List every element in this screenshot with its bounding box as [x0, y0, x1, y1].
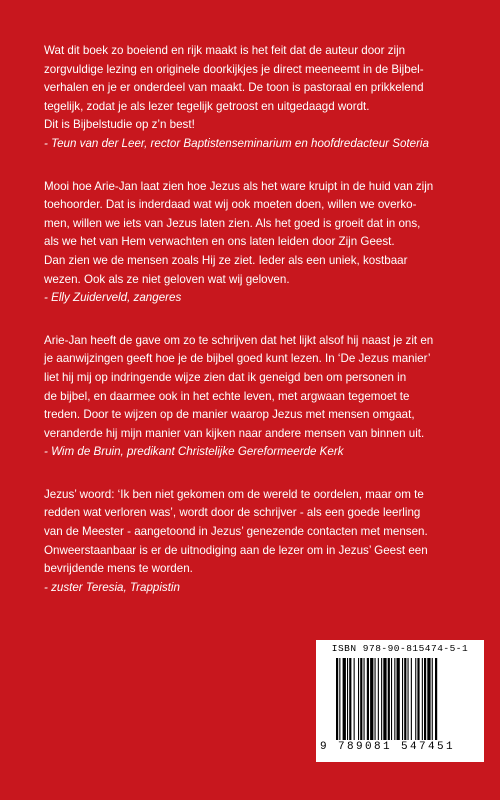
quote-line: de bijbel, en daarmee ook in het echte leven, met argwaan tegemoet te	[44, 389, 410, 403]
barcode-stripe	[381, 658, 382, 740]
quote-line: liet hij mij op indringende wijze zien dat ik geneigd ben om personen in	[44, 370, 407, 384]
barcode-stripe	[364, 658, 365, 740]
quote-attribution: - Wim de Bruin, predikant Christelijke Gereformeerde Kerk	[44, 445, 344, 459]
quote-line: verhalen en je er onderdeel van maakt. De toon is pastoraal en prikkelend	[44, 81, 424, 95]
quote-line: Wat dit boek zo boeiend en rijk maakt is het feit dat de auteur door zijn	[44, 44, 406, 57]
barcode-stripe	[432, 658, 433, 740]
barcode-stripe	[370, 658, 373, 740]
quote-line: toehoorder. Dat is inderdaad wat wij ook moeten doen, willen we overko-	[44, 198, 417, 212]
quote-line: treden. Door te wijzen op de manier waarop Jezus met mensen omgaat,	[44, 408, 415, 422]
barcode-stripe	[417, 658, 419, 740]
barcode-stripe	[427, 658, 430, 740]
quote-line: Mooi hoe Arie-Jan laat zien hoe Jezus als het ware kruipt in de huid van zijn	[44, 179, 434, 193]
barcode-bars	[334, 658, 474, 740]
quote-line: veranderde hij mijn manier van kijken naar andere mensen van binnen uit.	[44, 426, 425, 440]
quote-2	[44, 178, 464, 308]
barcode-stripe	[347, 658, 348, 740]
barcode-stripe	[391, 658, 392, 740]
barcode-digits: 9 789081 547451	[320, 741, 456, 753]
barcode-stripe	[422, 658, 423, 740]
isbn-barcode	[316, 640, 484, 762]
barcode-stripe	[378, 658, 379, 740]
barcode-stripe	[415, 658, 416, 740]
barcode-stripe	[339, 658, 340, 740]
isbn-label: ISBN 978-90-815474-5-1	[331, 643, 469, 654]
barcode-stripe	[388, 658, 390, 740]
barcode-stripe	[397, 658, 400, 740]
quote-line: wezen. Ook als ze niet geloven wat wij geloven.	[44, 272, 290, 286]
barcode-stripe	[354, 658, 355, 740]
quote-line: als we het van Hem verwachten en ons laten leiden door Zijn Geest.	[44, 235, 395, 249]
barcode-stripe	[424, 658, 426, 740]
barcode-stripe	[411, 658, 412, 740]
barcode-stripe	[402, 658, 403, 740]
quote-attribution: - Elly Zuiderveld, zangeres	[44, 291, 182, 305]
barcode-stripe	[375, 658, 376, 740]
quote-line: Jezus’ woord: ‘Ik ben niet gekomen om de wereld te oordelen, maar om te	[44, 487, 424, 501]
barcode-stripe	[349, 658, 351, 740]
quote-line: tegelijk, zodat je als lezer tegelijk getroost en uitgedaagd wordt.	[44, 99, 370, 113]
barcode-stripe	[394, 658, 395, 740]
quote-line: Dit is Bijbelstudie op z’n best!	[44, 118, 195, 132]
quote-line: Onweerstaanbaar is er de uitnodiging aan de lezer om in Jezus’ Geest een	[44, 543, 428, 557]
quote-line: redden wat verloren was’, wordt door de schrijver - als een goede leerling	[44, 506, 421, 520]
blurbs	[44, 42, 464, 621]
quote-line: Dan zien we de mensen zoals Hij ze ziet. Ieder als een uniek, kostbaar	[44, 253, 408, 267]
quote-line: Arie-Jan heeft de gave om zo te schrijven dat het lijkt alsof hij naast je zit en	[44, 333, 434, 347]
quote-line: je aanwijzingen geeft hoe je de bijbel goed kunt lezen. In ‘De Jezus manier’	[44, 352, 431, 366]
quote-1	[44, 42, 464, 154]
barcode-stripe	[336, 658, 338, 740]
barcode-stripe	[360, 658, 362, 740]
barcode-stripe	[383, 658, 386, 740]
quote-attribution: - Teun van der Leer, rector Baptistenseminarium en hoofdredacteur Soteria	[44, 136, 429, 150]
barcode-stripe	[435, 658, 437, 740]
quote-line: men, willen we iets van Jezus laten zien. Als het goed is groeit dat in ons,	[44, 216, 421, 230]
barcode-stripe	[367, 658, 369, 740]
quote-line: van de Meester - aangetoond in Jezus’ genezende contacten met mensen.	[44, 525, 428, 539]
quote-attribution: - zuster Teresia, Trappistin	[44, 580, 180, 594]
quote-4	[44, 486, 464, 598]
quote-3	[44, 332, 464, 462]
barcode-stripe	[404, 658, 406, 740]
quote-line: bevrijdende mens te worden.	[44, 562, 193, 576]
barcode-stripe	[343, 658, 346, 740]
barcode-stripe	[408, 658, 409, 740]
barcode-stripe	[358, 658, 359, 740]
quote-line: zorgvuldige lezing en originele doorkijkjes je direct meeneemt in de Bijbel-	[44, 62, 424, 76]
